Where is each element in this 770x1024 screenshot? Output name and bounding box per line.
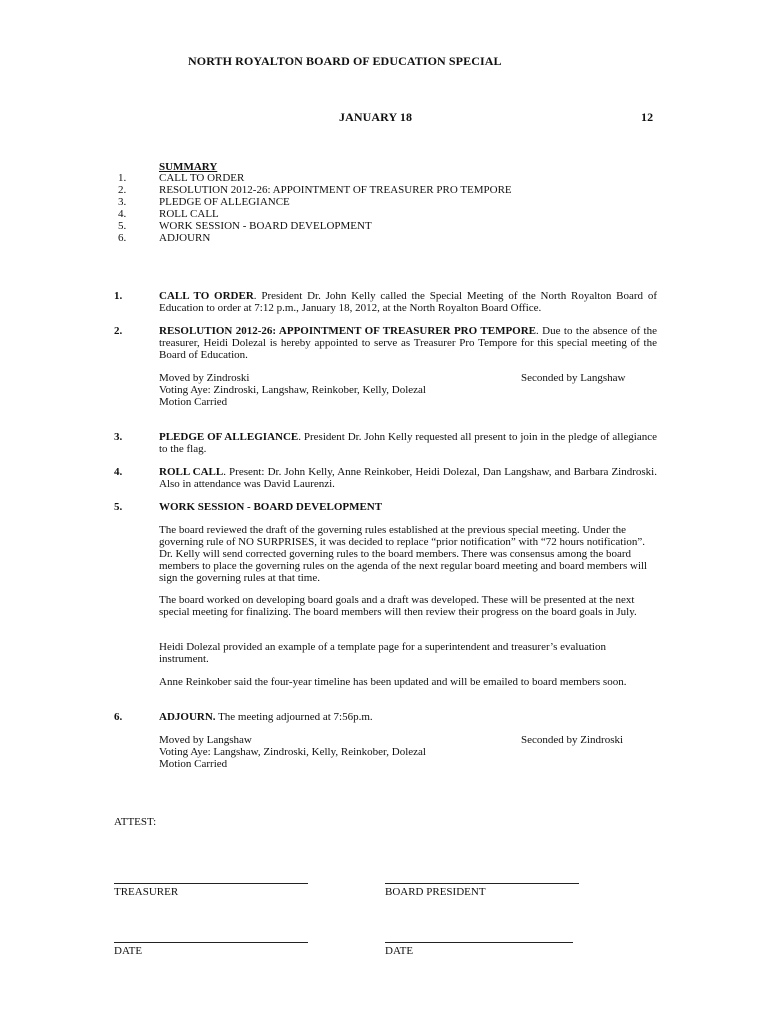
section-heading: CALL TO ORDER	[159, 290, 254, 302]
voting-aye: Voting Aye: Zindroski, Langshaw, Reinkober, Kelly, Dolezal	[159, 384, 426, 396]
section-heading: ADJOURN.	[159, 711, 216, 723]
date-label-right: DATE	[385, 945, 414, 957]
date-label-left: DATE	[114, 945, 143, 957]
moved-by: Moved by Zindroski	[159, 372, 250, 384]
work-session-paragraph: Anne Reinkober said the four-year timeline has been updated and will be emailed to board members soon.	[159, 676, 627, 688]
work-session-paragraph: The board worked on developing board goals and a draft was developed. These will be presented at the next special meeting for finalizing. The board members will then review their progress on the board goals in July.	[159, 594, 637, 618]
summary-item: CALL TO ORDER	[159, 172, 245, 184]
section-number: 3.	[114, 431, 123, 443]
section-text: . Present: Dr. John Kelly, Anne Reinkober, Heidi Dolezal, Dan Langshaw, and Barbara Zindroski. Also in attendance was David Laurenzi.	[159, 466, 657, 490]
treasurer-date-line	[114, 942, 308, 943]
meeting-date: JANUARY 18	[339, 110, 413, 124]
section-number: 4.	[114, 466, 123, 478]
summary-item: ADJOURN	[159, 232, 211, 244]
section-number: 5.	[114, 501, 123, 513]
summary-item: PLEDGE OF ALLEGIANCE	[159, 196, 290, 208]
section-resolution	[159, 325, 657, 361]
page-number: 12	[641, 110, 654, 124]
summary-item-num: 5.	[118, 220, 127, 232]
moved-by: Moved by Langshaw	[159, 734, 252, 746]
section-heading: WORK SESSION - BOARD DEVELOPMENT	[159, 501, 383, 513]
document-title: NORTH ROYALTON BOARD OF EDUCATION SPECIAL	[188, 54, 502, 68]
summary-item-num: 4.	[118, 208, 127, 220]
section-text: . President Dr. John Kelly called the Special Meeting of the North Royalton Board of Education to order at 7:12 p.m., January 18, 2012, at the North Royalton Board Office.	[159, 290, 657, 314]
seconded-by: Seconded by Zindroski	[521, 734, 624, 746]
section-heading: RESOLUTION 2012-26: APPOINTMENT OF TREASURER PRO TEMPORE	[159, 325, 537, 337]
section-text: . President Dr. John Kelly requested all present to join in the pledge of allegiance to the flag.	[159, 431, 657, 455]
summary-item-num: 1.	[118, 172, 127, 184]
section-heading: ROLL CALL	[159, 466, 224, 478]
section-call-to-order	[159, 290, 657, 314]
board-president-label: BOARD PRESIDENT	[385, 886, 486, 898]
section-adjourn	[159, 711, 373, 723]
motion-carried: Motion Carried	[159, 758, 228, 770]
president-signature-line	[385, 883, 579, 884]
section-text: The meeting adjourned at 7:56p.m.	[215, 711, 373, 723]
work-session-paragraph: The board reviewed the draft of the governing rules established at the previous special meeting. Under the governing rule of NO SURPRISES, it was decided to replace “prior notification” with “72 hours notification”. Dr. Kelly will send corrected governing rules to the board members. There was consensus among the board members to place the governing rules on the agenda of the next regular board meeting and board members will sign the governing rules at that time.	[159, 524, 648, 584]
treasurer-label: TREASURER	[114, 886, 179, 898]
section-number: 6.	[114, 711, 123, 723]
treasurer-signature-line	[114, 883, 308, 884]
summary-item-num: 3.	[118, 196, 127, 208]
section-text: . Due to the absence of the treasurer, Heidi Dolezal is hereby appointed to serve as Treasurer Pro Tempore for this special meeting of the Board of Education.	[159, 325, 657, 361]
summary-item-num: 2.	[118, 184, 127, 196]
voting-aye: Voting Aye: Langshaw, Zindroski, Kelly, Reinkober, Dolezal	[159, 746, 426, 758]
attest-label: ATTEST:	[114, 816, 157, 828]
summary-item-num: 6.	[118, 232, 127, 244]
president-date-line	[385, 942, 573, 943]
seconded-by: Seconded by Langshaw	[521, 372, 626, 384]
summary-heading: SUMMARY	[159, 161, 218, 173]
motion-carried: Motion Carried	[159, 396, 228, 408]
section-number: 1.	[114, 290, 123, 302]
summary-item: WORK SESSION - BOARD DEVELOPMENT	[159, 220, 372, 232]
section-number: 2.	[114, 325, 123, 337]
section-roll-call	[159, 466, 657, 490]
summary-item: ROLL CALL	[159, 208, 219, 220]
section-heading: PLEDGE OF ALLEGIANCE	[159, 431, 299, 443]
section-pledge	[159, 431, 657, 455]
summary-item: RESOLUTION 2012-26: APPOINTMENT OF TREASURER PRO TEMPORE	[159, 184, 512, 196]
work-session-paragraph: Heidi Dolezal provided an example of a template page for a superintendent and treasurer’s evaluation instrument.	[159, 641, 606, 665]
